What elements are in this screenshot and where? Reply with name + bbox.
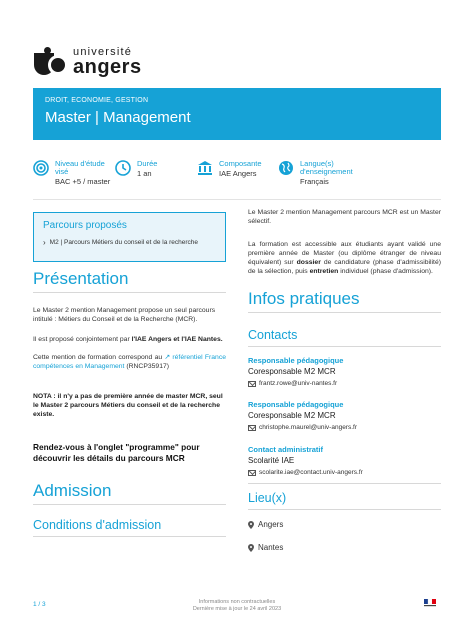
- contact-email[interactable]: frantz.rowe@univ-nantes.fr: [248, 380, 337, 387]
- map-pin-icon: [248, 521, 254, 529]
- header-banner: [33, 88, 441, 140]
- contacts-title: Contacts: [248, 328, 298, 342]
- mail-icon: [248, 425, 256, 431]
- presentation-note: NOTA : il n'y a pas de première année de master MCR, seul le Master 2 parcours Métiers du conseil et de la recherche existe.: [33, 393, 223, 418]
- location-nantes: Nantes: [248, 543, 283, 552]
- admission-title: Admission: [33, 481, 112, 500]
- footer-note: Informations non contractuelles Dernière mise à jour le 24 avril 2023: [192, 599, 282, 612]
- contact-name: Scolarité IAE: [248, 456, 295, 465]
- info-value: BAC +5 / master: [55, 177, 111, 186]
- page-title: Master | Management: [45, 109, 191, 126]
- info-component: [197, 160, 262, 178]
- clock-icon: [115, 160, 131, 176]
- divider: [248, 483, 441, 484]
- contact-role: Contact administratif: [248, 445, 324, 454]
- location-angers: Angers: [248, 520, 283, 529]
- mail-icon: [248, 381, 256, 387]
- divider: [248, 346, 441, 347]
- presentation-paragraph: Le Master 2 mention Management propose un seul parcours intitulé : Métiers du Conseil et de la Recherche (MCR).: [33, 307, 216, 323]
- info-label: Composante: [219, 159, 262, 168]
- parcours-link[interactable]: [43, 238, 216, 247]
- ua-logo-icon: [34, 47, 68, 77]
- divider: [248, 312, 441, 313]
- chevron-right-icon: ›: [43, 238, 46, 247]
- referentiel-link[interactable]: référentiel France compétences en Management: [33, 354, 227, 370]
- parcours-item-label: M2 | Parcours Métiers du conseil et de la recherche: [49, 239, 199, 246]
- info-language: [278, 160, 372, 186]
- info-level: [33, 160, 111, 186]
- target-icon: [33, 160, 49, 176]
- presentation-partners: Il est proposé conjointement par l'IAE Angers et l'IAE Nantes.: [33, 336, 223, 343]
- globe-icon: [278, 160, 294, 176]
- info-label: Durée: [137, 159, 158, 168]
- contact-name: Coresponsable M2 MCR: [248, 411, 336, 420]
- contact-email[interactable]: christophe.maurel@univ-angers.fr: [248, 424, 357, 431]
- contact-name: Coresponsable M2 MCR: [248, 367, 336, 376]
- info-label: Langue(s) d'enseignement: [300, 159, 353, 176]
- mail-icon: [248, 470, 256, 476]
- divider: [33, 504, 226, 505]
- ministry-logo-icon: [424, 599, 436, 607]
- divider: [248, 509, 441, 510]
- map-pin-icon: [248, 544, 254, 552]
- parcours-heading: Parcours proposés: [43, 220, 127, 231]
- info-label: Niveau d'étude visé: [55, 159, 105, 176]
- university-logo: [34, 46, 142, 78]
- contact-role: Responsable pédagogique: [248, 400, 344, 409]
- logo-line1: université: [73, 46, 133, 58]
- infos-pratiques-title: Infos pratiques: [248, 289, 360, 308]
- external-link-icon: ↗: [164, 354, 171, 361]
- info-value: Français: [300, 177, 329, 186]
- contact-role: Responsable pédagogique: [248, 356, 344, 365]
- presentation-title: Présentation: [33, 269, 129, 288]
- key-infos: [33, 154, 441, 200]
- access-paragraph: La formation est accessible aux étudiants ayant validé une première année de Master (ou diplôme étranger de niveau équivalent) sur dossier de candidature (phase d'admissibilité) de la sélection, puis entretien individuel (phase d'admission).: [248, 241, 441, 275]
- divider: [33, 536, 226, 537]
- info-value: 1 an: [137, 169, 152, 178]
- building-icon: [197, 160, 213, 176]
- presentation-rncp: Cette mention de formation correspond au ↗ référentiel France compétences en Management (RNCP35917): [33, 354, 227, 370]
- divider: [33, 292, 226, 293]
- info-value: IAE Angers: [219, 169, 257, 178]
- category-label: DROIT, ECONOMIE, GESTION: [45, 97, 149, 104]
- contact-email[interactable]: scolarite.iae@contact.univ-angers.fr: [248, 469, 363, 476]
- selectivity-paragraph: Le Master 2 mention Management parcours MCR est un Master sélectif.: [248, 209, 441, 225]
- lieux-title: Lieu(x): [248, 491, 287, 505]
- parcours-box: [33, 212, 226, 262]
- info-duration: [115, 160, 157, 178]
- admission-conditions-title: Conditions d'admission: [33, 518, 162, 532]
- programme-callout: Rendez-vous à l'onglet "programme" pour découvrir les détails du parcours MCR: [33, 442, 200, 463]
- logo-line2: angers: [73, 56, 142, 78]
- page-number: 1 / 3: [33, 601, 46, 608]
